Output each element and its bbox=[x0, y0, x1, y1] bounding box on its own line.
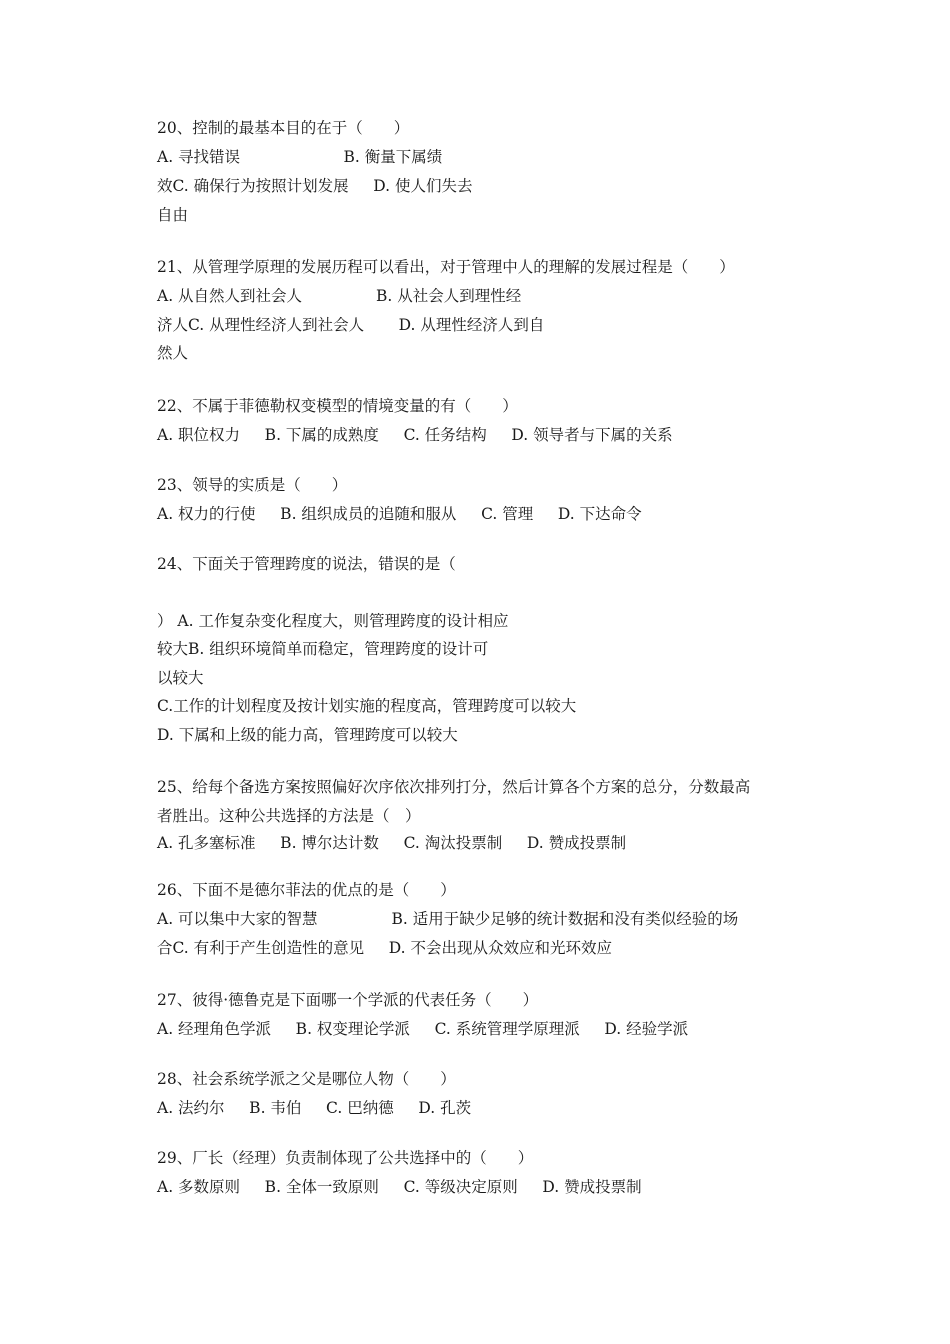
question-26-options-line-1: A. 可以集中大家的智慧 B. 适用于缺少足够的统计数据和没有类似经验的场 bbox=[157, 910, 739, 928]
question-27-stem: 27、彼得·德鲁克是下面哪一个学派的代表任务（ ） bbox=[157, 991, 539, 1009]
question-28-options-line-1: A. 法约尔 B. 韦伯 C. 巴纳德 D. 孔茨 bbox=[157, 1099, 472, 1117]
question-24-options-line-3: 以较大 bbox=[157, 669, 204, 687]
question-20-stem: 20、控制的最基本目的在于（ ） bbox=[157, 119, 410, 137]
question-24-options-line-4: C.工作的计划程度及按计划实施的程度高，管理跨度可以较大 bbox=[157, 697, 577, 715]
question-28-stem: 28、社会系统学派之父是哪位人物（ ） bbox=[157, 1070, 456, 1088]
question-21-stem: 21、从管理学原理的发展历程可以看出，对于管理中人的理解的发展过程是（ ） bbox=[157, 258, 735, 276]
question-22-stem: 22、不属于菲德勒权变模型的情境变量的有（ ） bbox=[157, 397, 518, 415]
question-25-options-line-2: A. 孔多塞标准 B. 博尔达计数 C. 淘汰投票制 D. 赞成投票制 bbox=[157, 834, 627, 852]
question-21-options-line-1: A. 从自然人到社会人 B. 从社会人到理性经 bbox=[157, 287, 522, 305]
question-24-options-line-5: D. 下属和上级的能力高，管理跨度可以较大 bbox=[157, 726, 458, 744]
question-23-stem: 23、领导的实质是（ ） bbox=[157, 476, 348, 494]
question-20-options-line-1: A. 寻找错误 B. 衡量下属绩 bbox=[157, 148, 443, 166]
question-20-options-line-3: 自由 bbox=[157, 206, 189, 224]
question-22-options-line-1: A. 职位权力 B. 下属的成熟度 C. 任务结构 D. 领导者与下属的关系 bbox=[157, 426, 673, 444]
question-25-stem: 25、给每个备选方案按照偏好次序依次排列打分，然后计算各个方案的总分，分数最高 bbox=[157, 778, 751, 796]
question-24-stem: 24、下面关于管理跨度的说法，错误的是（ bbox=[157, 555, 456, 573]
question-29-stem: 29、厂长（经理）负责制体现了公共选择中的（ ） bbox=[157, 1149, 534, 1167]
question-26-stem: 26、下面不是德尔菲法的优点的是（ ） bbox=[157, 881, 456, 899]
question-21-options-line-3: 然人 bbox=[157, 344, 189, 362]
question-29-options-line-1: A. 多数原则 B. 全体一致原则 C. 等级决定原则 D. 赞成投票制 bbox=[157, 1178, 642, 1196]
question-27-options-line-1: A. 经理角色学派 B. 权变理论学派 C. 系统管理学原理派 D. 经验学派 bbox=[157, 1020, 689, 1038]
question-24-options-line-1: ） A. 工作复杂变化程度大，则管理跨度的设计相应 bbox=[157, 612, 509, 630]
question-26-options-line-2: 合C. 有利于产生创造性的意见 D. 不会出现从众效应和光环效应 bbox=[157, 939, 613, 957]
question-23-options-line-1: A. 权力的行使 B. 组织成员的追随和服从 C. 管理 D. 下达命令 bbox=[157, 505, 642, 523]
question-24-options-line-2: 较大B. 组织环境简单而稳定，管理跨度的设计可 bbox=[157, 640, 489, 658]
question-21-options-line-2: 济人C. 从理性经济人到社会人 D. 从理性经济人到自 bbox=[157, 316, 545, 334]
question-20-options-line-2: 效C. 确保行为按照计划发展 D. 使人们失去 bbox=[157, 177, 473, 195]
question-25-options-line-1: 者胜出。这种公共选择的方法是（ ） bbox=[157, 807, 421, 825]
